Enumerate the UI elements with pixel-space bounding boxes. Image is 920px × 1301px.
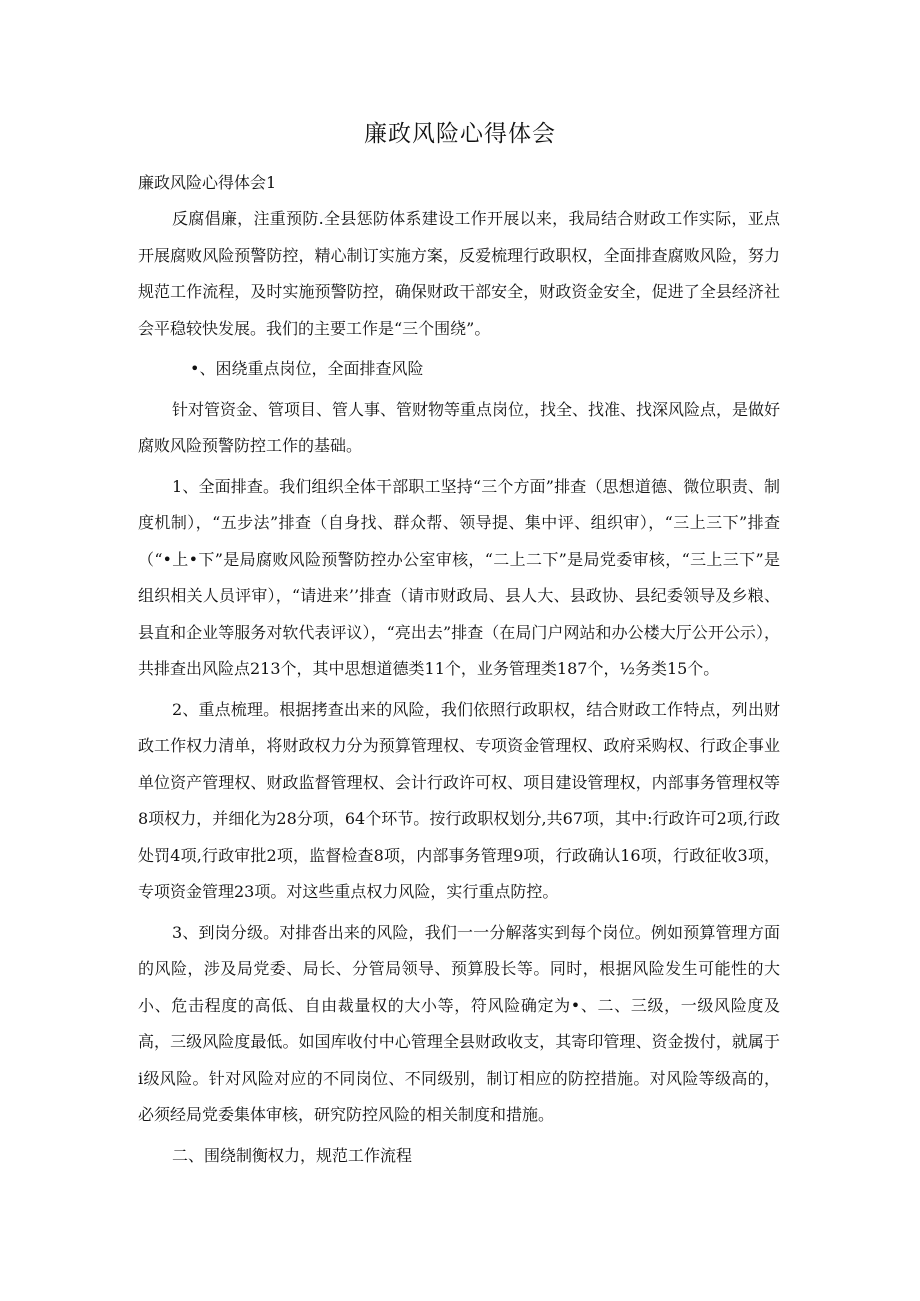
document-body <box>138 201 780 1178</box>
section-heading-1: •、困绕重点岗位，全面排查风险 <box>190 359 424 378</box>
page-title: 廉政风险心得体会 <box>364 121 556 147</box>
paragraph-item-3: 3、到岗分级。对排沓出来的风险，我们一一分解落实到每个岗位。例如预算管理方面的风险，涉及局党委、局长、分管局领导、预算股长等。同时，根据风险发生可能性的大小、危击程度的高低、自由裁量权的大小等，符风险确定为•、二、三级，一级风险度及高，三级风险度最低。如国库收付中心管理全县财政收支，其寄印管理、资金拨付，就属于i级风险。针对风险对应的不同岗位、不同级别，制订相应的防控措施。对风险等级高的，必须经局党委集体审核，研究防控风险的相关制度和措施。 <box>138 922 780 1124</box>
document-subtitle: 廉政风险心得体会1 <box>138 173 277 192</box>
paragraph-item-2: 2、重点梳理。根据拷查出来的风险，我们依照行政职权，结合财政工作特点，列出财政工作权力清单，将财政权力分为预算管理权、专项资金管理权、政府采购权、行政企事业单位资产管理权、财政监督管理权、会计行政许可权、项目建设管理权，内部事务管理权等8项权力，并细化为28分项，64个环节。按行政职权划分,共67项，其中:行政许可2项,行政处罚4项,行政审批2项，监督检查8项，内部事务管理9项，行政确认16项，行政征收3项，专项资金管理23项。对这些重点权力风险，实行重点防控。 <box>138 699 780 901</box>
paragraph-item-1: 1、全面排查。我们组织全体干部职工坚持“三个方面”排查（思想道德、微位职责、制度机制），“五步法”排查（自身找、群众帮、领导提、集中评、组织审），“三上三下”排查（“•上•下”是局腐败风险预警防控办公室审核，“二上二下”是局党委审核，“三上三下”是组织相关人员评审），“请进来’’排查（请市财政局、县人大、县政协、县纪委领导及乡粮、县直和企业等服务对软代表评议），“亮出去”排查（在局门户网站和办公楼大厅公开公示），共排查出风险点213个，其中思想道德类11个，业务管理类187个，½务类15个。 <box>138 476 780 678</box>
paragraph-basis: 针对管资金、管项目、管人事、管财物等重点岗位，找全、找准、找深风险点，是做好腐败风险预警防控工作的基础。 <box>138 399 781 455</box>
section-heading-2: 二、围绕制衡权力，规范工作流程 <box>172 1145 413 1165</box>
paragraph-intro: 反腐倡廉，注重预防.全县惩防体系建设工作开展以来，我局结合财政工作实际，亚点开展腐败风险预警防控，精心制订实施方案，反爱梳理行政职权，全面排查腐败风险，努力规范工作流程，及时实施预警防控，确保财政干部安全，财政资金安全，促进了全县经济社会平稳较快发展。我们的主要工作是“三个围绕”。 <box>138 209 780 338</box>
